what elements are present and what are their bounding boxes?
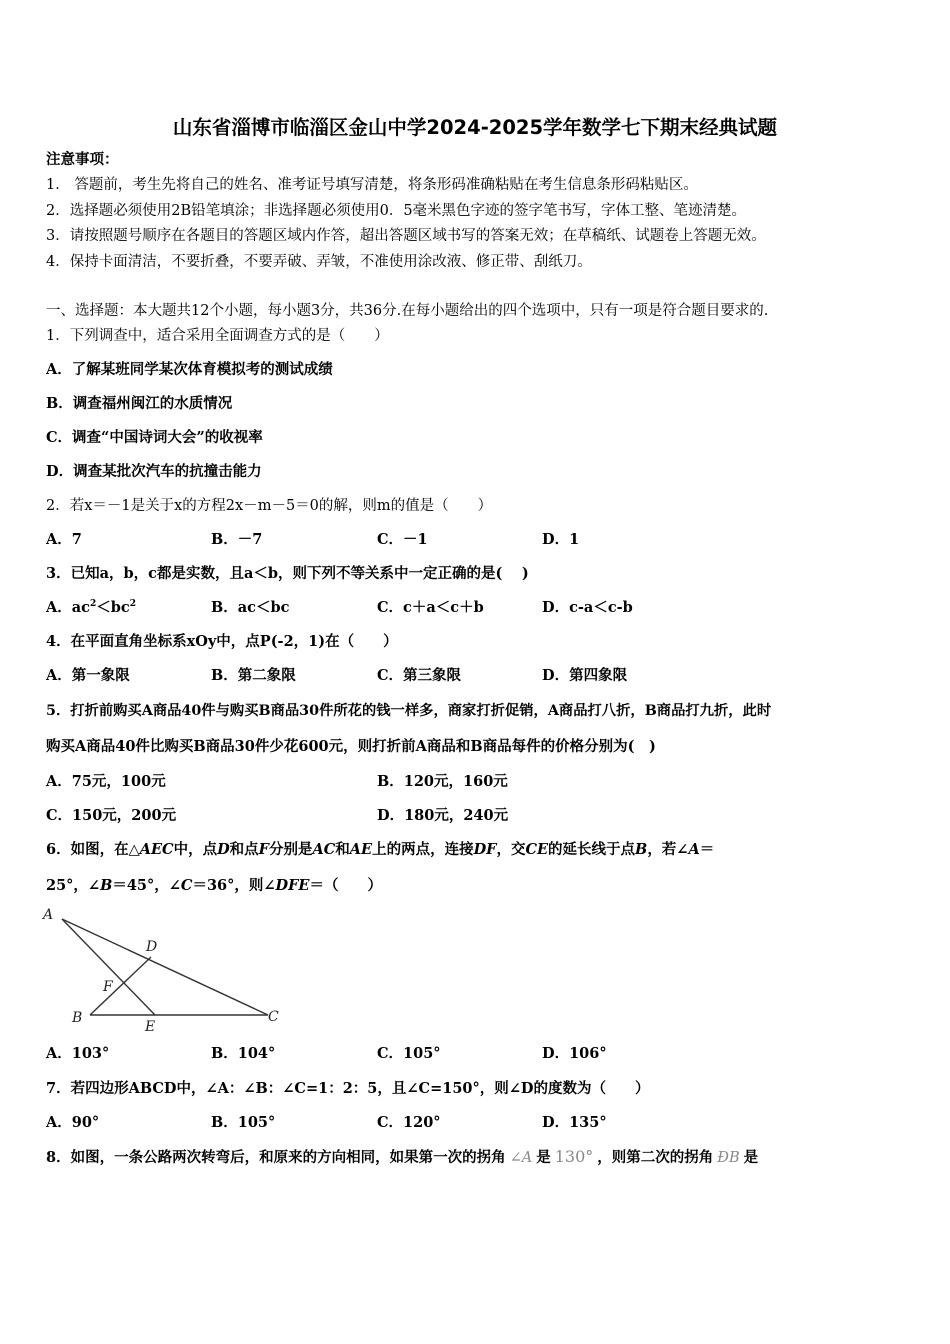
page-title: 山东省淄博市临淄区金山中学2024-2025学年数学七下期末经典试题: [172, 116, 778, 139]
q2-option-a: A．7: [46, 531, 82, 548]
q3-stem: 3．已知a，b，c都是实数，且a＜b，则下列不等关系中一定正确的是( ): [46, 565, 529, 582]
q6-f: F: [258, 841, 269, 858]
q6-option-d: D．106°: [542, 1045, 607, 1062]
q6-t8: 的延长线于点: [548, 841, 636, 858]
q6-l2f: DFE: [275, 877, 310, 894]
q6-t1: 6．如图，在△: [46, 841, 140, 858]
q7-option-c: C．120°: [377, 1114, 441, 1131]
q3-a-sup1: 2: [89, 599, 97, 610]
q3-option-c: C．c＋a＜c＋b: [377, 599, 484, 616]
label-a: A: [43, 907, 54, 923]
q4-stem: 4．在平面直角坐标系xOy中，点P(-2，1)在（ ）: [46, 633, 398, 650]
q6-l2a: 25°，∠: [46, 877, 101, 894]
label-b: B: [72, 1010, 83, 1026]
q5-option-d: D．180元，240元: [377, 807, 509, 824]
q3-a-mid: ＜bc: [96, 599, 130, 616]
q6-option-b: B．104°: [211, 1045, 276, 1062]
q8-t3: ，则第二次的拐角: [597, 1149, 714, 1166]
q5-option-b: B．120元，160元: [377, 773, 508, 790]
q3-a-sup2: 2: [129, 599, 136, 610]
q6-t9: ，若∠: [647, 841, 689, 858]
notice-heading: 注意事项：: [46, 151, 119, 168]
q5-option-c: C．150元，200元: [46, 807, 177, 824]
q6-t6: 上的两点，连接: [372, 841, 474, 858]
q8-t2: 是: [536, 1149, 551, 1166]
label-d: D: [146, 939, 158, 955]
q6-ac: AC: [312, 841, 336, 858]
q8-t4: 是: [743, 1149, 759, 1166]
notice-item-2: 2．选择题必须使用2B铅笔填涂；非选择题必须使用0．5毫米黑色字迹的签字笔书写，字体工整、笔迹清楚。: [46, 203, 747, 219]
q2-option-c: C．－1: [377, 531, 428, 548]
label-f: F: [103, 979, 113, 995]
q7-option-d: D．135°: [542, 1114, 607, 1131]
q8-stem: [46, 1147, 758, 1168]
q6-df: DF: [473, 841, 497, 858]
q6-ae: AE: [349, 841, 373, 858]
q3-option-d: D．c-a＜c-b: [542, 599, 633, 616]
notice-item-3: 3．请按照题号顺序在各题目的答题区域内作答，超出答题区域书写的答案无效；在草稿纸、试题卷上答题无效。: [46, 228, 766, 244]
q6-d: D: [217, 841, 230, 858]
q6-option-c: C．105°: [377, 1045, 441, 1062]
q6-aec: AEC: [139, 841, 174, 858]
q3-option-a: [46, 598, 136, 618]
q1-option-c: C．调查“中国诗词大会”的收视率: [46, 429, 263, 446]
segment-ac: [62, 919, 268, 1015]
q6-l2d: C: [180, 877, 193, 894]
q8-angle-value: 130°: [554, 1147, 594, 1166]
q6-t10: ＝: [699, 841, 715, 858]
q3-option-b: B．ac＜bc: [211, 599, 290, 616]
q6-option-a: A．103°: [46, 1045, 110, 1062]
label-e: E: [145, 1019, 156, 1035]
q1-stem: 1．下列调查中，适合采用全面调查方式的是（ ）: [46, 328, 389, 344]
q6-t5: 和: [335, 841, 350, 858]
q7-option-b: B．105°: [211, 1114, 276, 1131]
q2-option-d: D．1: [542, 531, 580, 548]
q4-option-b: B．第二象限: [211, 667, 296, 684]
q6-stem-line1: [46, 840, 714, 860]
q7-option-a: A．90°: [46, 1114, 100, 1131]
q6-a: A: [688, 841, 700, 858]
q6-ce: CE: [525, 841, 549, 858]
q4-option-a: A．第一象限: [46, 667, 130, 684]
q6-t4: 分别是: [268, 841, 313, 858]
q8-t1: 8．如图，一条公路两次转弯后，和原来的方向相同，如果第一次的拐角: [46, 1149, 506, 1166]
q4-option-c: C．第三象限: [377, 667, 462, 684]
q1-option-b: B．调查福州闽江的水质情况: [46, 395, 233, 412]
q6-l2c: ＝45°，∠: [112, 877, 181, 894]
q5-option-a: A．75元，100元: [46, 773, 166, 790]
q8-angle-b: ÐB: [717, 1150, 740, 1166]
q1-option-d: D．调查某批次汽车的抗撞击能力: [46, 463, 262, 480]
q8-angle-a: ∠A: [509, 1150, 533, 1166]
label-c: C: [268, 1009, 279, 1025]
q5-stem-line2: 购买A商品40件比购买B商品30件少花600元，则打折前A商品和B商品每件的价格分别为( ): [46, 738, 656, 755]
q6-b: B: [635, 841, 648, 858]
q2-option-b: B．－7: [211, 531, 263, 548]
notice-item-1: 1． 答题前，考生先将自己的姓名、准考证号填写清楚，将条形码准确粘贴在考生信息条形码粘贴区。: [46, 177, 698, 193]
q7-stem: 7．若四边形ABCD中，∠A：∠B：∠C=1：2：5，且∠C=150°，则∠D的度数为（ ）: [46, 1080, 650, 1097]
q3-a-pre: A．ac: [46, 599, 90, 616]
notice-item-4: 4．保持卡面清洁，不要折叠，不要弄破、弄皱，不准使用涂改液、修正带、刮纸刀。: [46, 254, 592, 270]
q6-l2e: ＝36°，则∠: [192, 877, 276, 894]
q6-triangle-figure: [40, 903, 290, 1035]
segment-bd: [90, 957, 151, 1015]
q6-t2: 中，点: [173, 841, 218, 858]
section-heading: 一、选择题：本大题共12个小题，每小题3分，共36分.在每小题给出的四个选项中，只有一项是符合题目要求的.: [46, 303, 769, 319]
q6-l2g: ＝（ ）: [309, 877, 382, 894]
q1-option-a: A．了解某班同学某次体育模拟考的测试成绩: [46, 361, 333, 378]
q6-t3: 和点: [229, 841, 259, 858]
q6-stem-line2: [46, 876, 382, 896]
q5-stem-line1: 5．打折前购买A商品40件与购买B商品30件所花的钱一样多，商家打折促销，A商品打八折，B商品打九折，此时: [46, 703, 772, 719]
q6-l2b: B: [100, 877, 113, 894]
q2-stem: 2．若x＝－1是关于x的方程2x－m－5＝0的解，则m的值是（ ）: [46, 498, 493, 514]
q4-option-d: D．第四象限: [542, 667, 628, 684]
q6-t7: ，交: [496, 841, 526, 858]
